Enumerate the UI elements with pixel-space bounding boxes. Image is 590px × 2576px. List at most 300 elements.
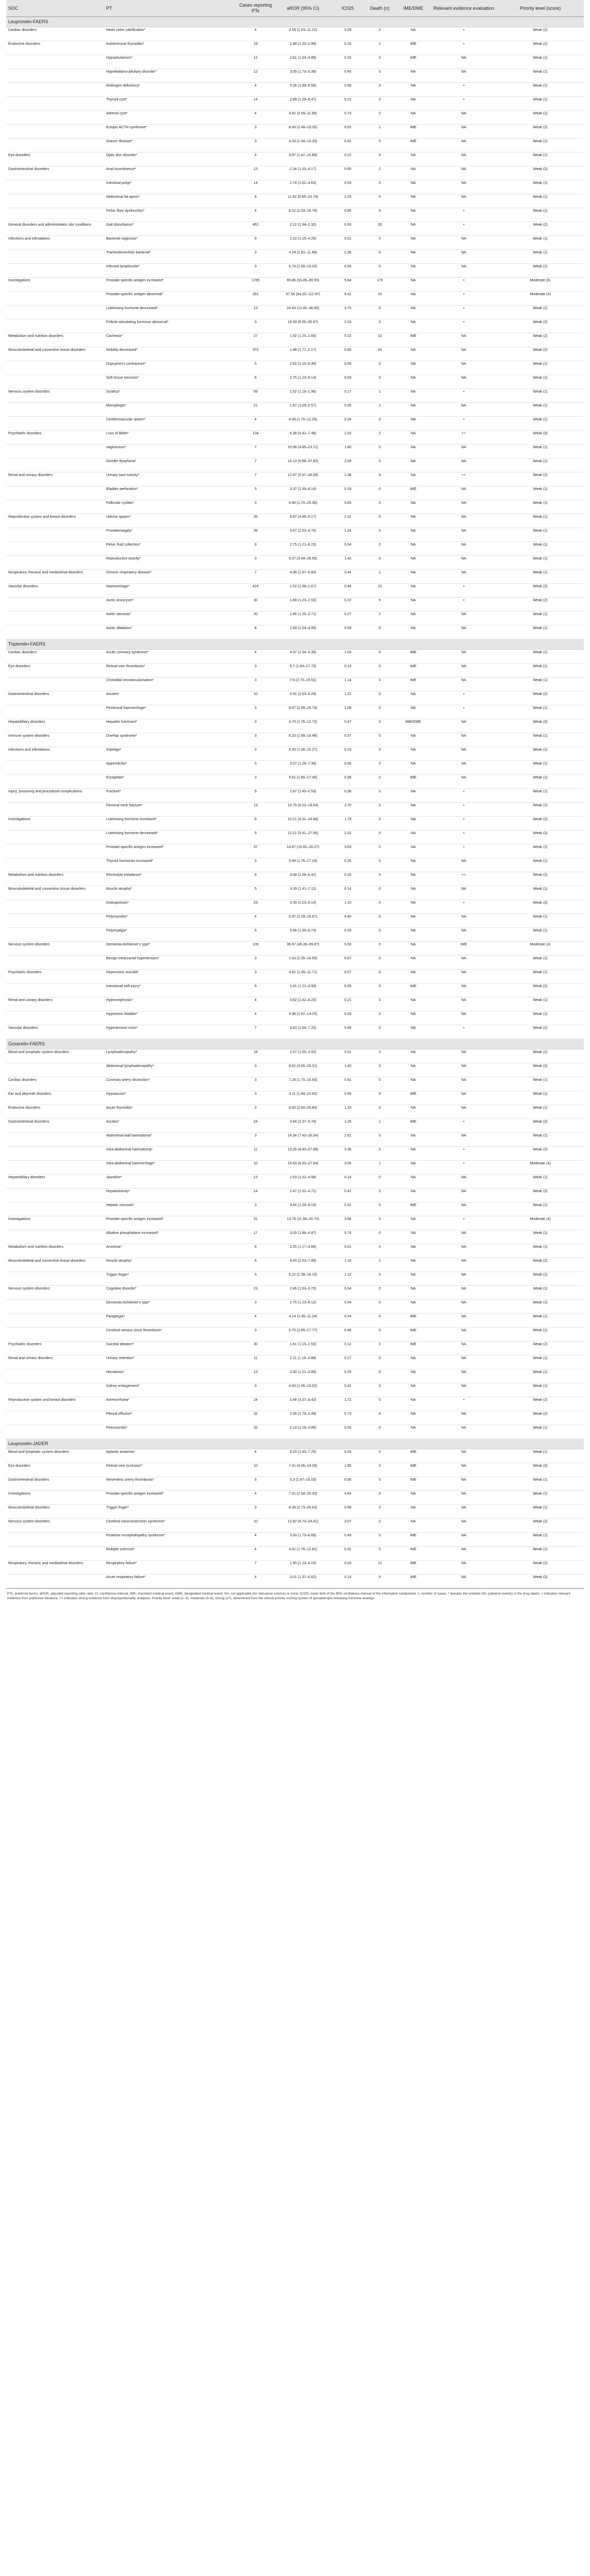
cell-soc	[6, 598, 104, 612]
cell-death: 0	[364, 472, 396, 486]
table-row	[6, 831, 584, 844]
cell-priority: Moderate (4)	[497, 1161, 584, 1175]
cell-death: 0	[364, 1244, 396, 1258]
cell-soc	[6, 55, 104, 69]
table-row	[6, 1411, 584, 1425]
cell-aror: 2.46 (1.63–3.70)	[274, 1286, 332, 1300]
cell-ic025: 1.18	[332, 1258, 364, 1272]
cell-aror: 97.56 (64.20–112.97)	[274, 292, 332, 306]
cell-evidence: NA	[431, 139, 497, 152]
cell-pt: Paraplegia*	[104, 1314, 237, 1328]
cell-soc: Psychiatric disorders	[6, 431, 104, 445]
cell-evidence: NA	[431, 1369, 497, 1383]
cell-cases: 3	[237, 733, 274, 747]
table-row	[6, 1491, 584, 1505]
cell-soc: Blood and lymphatic system disorders	[6, 1449, 104, 1463]
cell-soc: Musculoskeletal and connective tissue disorders	[6, 347, 104, 361]
cell-aror: 2.75 (1.23–6.14)	[274, 375, 332, 389]
cell-pt: Prostate-specific antigen increased*	[104, 1491, 237, 1505]
cell-ime-dme: NA	[396, 900, 431, 914]
cell-aror: 1.98 (1.20–2.95)	[274, 41, 332, 55]
cell-cases: 3	[237, 858, 274, 872]
cell-ime-dme: IME	[396, 1202, 431, 1216]
table-row	[6, 1119, 584, 1133]
cell-soc	[6, 984, 104, 997]
cell-ime-dme: IME	[396, 41, 431, 55]
table-row	[6, 1133, 584, 1147]
cell-death: 0	[364, 1300, 396, 1314]
cell-ic025: 0.16	[332, 41, 364, 55]
cell-priority: Moderate (4)	[497, 292, 584, 306]
cell-cases: 14	[237, 180, 274, 194]
cell-ime-dme: NA	[396, 152, 431, 166]
cell-evidence: NA	[431, 1463, 497, 1477]
cell-cases: 4	[237, 152, 274, 166]
cell-ic025: 3.36	[332, 1147, 364, 1161]
cell-soc	[6, 761, 104, 775]
cell-pt: Chronic respiratory disease*	[104, 570, 237, 584]
cell-cases: 14	[237, 97, 274, 111]
cell-soc	[6, 1300, 104, 1314]
table-row	[6, 194, 584, 208]
table-row	[6, 1300, 584, 1314]
cell-ic025: 3.05	[332, 1161, 364, 1175]
cell-evidence: +	[431, 1161, 497, 1175]
cell-cases: 462	[237, 222, 274, 236]
cell-aror: 4.14 (1.35–11.24)	[274, 1314, 332, 1328]
cell-death: 0	[364, 486, 396, 500]
header-ime-dme: IME/DME	[396, 0, 431, 17]
cell-death: 0	[364, 1286, 396, 1300]
cell-ime-dme: NA	[396, 403, 431, 417]
table-row	[6, 139, 584, 152]
cell-cases: 27	[237, 333, 274, 347]
cell-soc	[6, 486, 104, 500]
cell-ic025: 0.45	[332, 69, 364, 83]
cell-ime-dme: NA	[396, 1286, 431, 1300]
cell-ic025: 2.31	[332, 514, 364, 528]
cell-death: 4	[364, 1411, 396, 1425]
cell-death: 0	[364, 1011, 396, 1025]
cell-priority: Weak (3)	[497, 431, 584, 445]
cell-pt: Aortic dilatation*	[104, 625, 237, 639]
cell-aror: 2.62 (1.10–6.30)	[274, 361, 332, 375]
cell-cases: 7	[237, 459, 274, 472]
cell-death: 0	[364, 747, 396, 761]
cell-cases: 4	[237, 1533, 274, 1547]
table-row	[6, 650, 584, 664]
cell-death: 0	[364, 1091, 396, 1105]
cell-death: 0	[364, 194, 396, 208]
cell-ime-dme: NA	[396, 570, 431, 584]
cell-cases: 10	[237, 1161, 274, 1175]
cell-aror: 12.87 (5.57–30.06)	[274, 472, 332, 486]
cell-evidence: +	[431, 900, 497, 914]
cell-priority: Weak (1)	[497, 445, 584, 459]
table-row	[6, 625, 584, 639]
cell-soc	[6, 858, 104, 872]
table-row	[6, 1105, 584, 1119]
cell-death: 0	[364, 1147, 396, 1161]
table-row	[6, 733, 584, 747]
cell-ime-dme: NA	[396, 1216, 431, 1230]
cell-priority: Moderate (4)	[497, 942, 584, 956]
cell-cases: 5	[237, 831, 274, 844]
cell-ic025: 0.23	[332, 747, 364, 761]
cell-evidence: NA	[431, 556, 497, 570]
cell-ic025: 6.42	[332, 292, 364, 306]
cell-soc	[6, 956, 104, 970]
cell-death: 0	[364, 556, 396, 570]
cell-evidence: +	[431, 319, 497, 333]
cell-aror: 4.26 (1.99–9.56)	[274, 83, 332, 97]
cell-cases: 20	[237, 612, 274, 625]
cell-death: 0	[364, 691, 396, 705]
cell-ic025: 1.26	[332, 1119, 364, 1133]
table-row	[6, 1025, 584, 1039]
cell-pt: Prostatomegaly*	[104, 528, 237, 542]
cell-death: 0	[364, 997, 396, 1011]
cell-ic025: 0.38	[332, 775, 364, 789]
cell-death: 0	[364, 664, 396, 677]
cell-evidence: NA	[431, 1011, 497, 1025]
table-row	[6, 761, 584, 775]
cell-evidence: +	[431, 1025, 497, 1039]
cell-pt: Prostate-specific antigen increased*	[104, 278, 237, 292]
cell-pt: Posterior encephalopathy syndrome*	[104, 1533, 237, 1547]
cell-cases: 37	[237, 844, 274, 858]
table-row	[6, 1383, 584, 1397]
cell-pt: Jaundice*	[104, 1175, 237, 1189]
table-row	[6, 817, 584, 831]
cell-ime-dme: NA	[396, 1230, 431, 1244]
cell-ic025: 1.85	[332, 1463, 364, 1477]
cell-death: 0	[364, 858, 396, 872]
cell-evidence: NA	[431, 1328, 497, 1342]
cell-ic025: 0.17	[332, 1355, 364, 1369]
cell-priority: Weak (2)	[497, 319, 584, 333]
cell-death: 0	[364, 1505, 396, 1519]
cell-aror: 4.43 (2.53–7.85)	[274, 1258, 332, 1272]
cell-evidence: NA	[431, 333, 497, 347]
cell-evidence: NA	[431, 403, 497, 417]
cell-evidence: +	[431, 584, 497, 598]
cell-ic025: 0.44	[332, 570, 364, 584]
cell-ic025: 0.93	[332, 222, 364, 236]
cell-soc: Musculoskeletal disorders	[6, 1505, 104, 1519]
cell-evidence: ++	[431, 431, 497, 445]
table-row	[6, 612, 584, 625]
table-row	[6, 431, 584, 445]
header-death: Death (n)	[364, 0, 396, 17]
cell-priority: Weak (2)	[497, 1049, 584, 1063]
cell-evidence: +	[431, 844, 497, 858]
cell-aror: 6.93 (1.36–15.27)	[274, 747, 332, 761]
cell-death: 0	[364, 900, 396, 914]
cell-pt: Hypopituitarism*	[104, 55, 237, 69]
cell-ic025: 0.48	[332, 1328, 364, 1342]
cell-soc: Cardiac disorders	[6, 27, 104, 41]
cell-soc	[6, 1011, 104, 1025]
cell-ic025: 5.64	[332, 278, 364, 292]
cell-ime-dme: IME	[396, 677, 431, 691]
cell-aror: 3.64 (2.37–5.74)	[274, 1119, 332, 1133]
cell-priority: Weak (2)	[497, 27, 584, 41]
cell-priority: Weak (1)	[497, 1300, 584, 1314]
cell-aror: 8.62 (3.00–20.31)	[274, 1063, 332, 1077]
cell-ime-dme: NA	[396, 1175, 431, 1189]
cell-evidence: NA	[431, 1342, 497, 1355]
cell-ime-dme: NA	[396, 278, 431, 292]
cell-soc	[6, 914, 104, 928]
cell-soc: Nervous system disorders	[6, 389, 104, 403]
cell-priority: Weak (2)	[497, 1397, 584, 1411]
cell-cases: 4	[237, 1547, 274, 1561]
cell-aror: 2.12 (1.94–2.32)	[274, 222, 332, 236]
cell-pt: Loss of libido*	[104, 431, 237, 445]
cell-priority: Weak (2)	[497, 598, 584, 612]
cell-ime-dme: NA	[396, 1011, 431, 1025]
cell-pt: Dementia Alzheimer's type*	[104, 942, 237, 956]
cell-cases: 5	[237, 761, 274, 775]
cell-pt: Pelvic floor dysfunction*	[104, 208, 237, 222]
table-row	[6, 1342, 584, 1355]
cell-pt: Anal incontinence*	[104, 166, 237, 180]
table-row	[6, 389, 584, 403]
cell-ime-dme: NA	[396, 584, 431, 598]
header-pt: PT	[104, 0, 237, 17]
cell-ic025: 0.17	[332, 389, 364, 403]
cell-pt: Ascites*	[104, 691, 237, 705]
cell-ime-dme: NA	[396, 612, 431, 625]
table-row	[6, 152, 584, 166]
cell-cases: 21	[237, 403, 274, 417]
cell-aror: 7.81 (2.54–20.33)	[274, 1491, 332, 1505]
cell-aror: 6.93 (2.48–19.35)	[274, 125, 332, 139]
cell-ime-dme: NA	[396, 928, 431, 942]
cell-aror: 5.48 (3.37–8.42)	[274, 1397, 332, 1411]
cell-priority: Weak (2)	[497, 900, 584, 914]
cell-soc: Respiratory, thoracic and mediastinal disorders	[6, 570, 104, 584]
cell-ic025: 0.68	[332, 83, 364, 97]
cell-priority: Weak (1)	[497, 747, 584, 761]
cell-priority: Weak (2)	[497, 817, 584, 831]
table-row	[6, 1286, 584, 1300]
cell-ic025: 3.07	[332, 1519, 364, 1533]
cell-death: 0	[364, 914, 396, 928]
cell-ic025: 0.65	[332, 500, 364, 514]
cell-ic025: 0.19	[332, 486, 364, 500]
cell-priority: Weak (1)	[497, 542, 584, 556]
cell-death: 1	[364, 125, 396, 139]
cell-soc	[6, 69, 104, 83]
cell-aror: 10.75 (6.23–18.54)	[274, 803, 332, 817]
cell-pt: Tracheobronchitis bacterial*	[104, 250, 237, 264]
cell-evidence: NA	[431, 775, 497, 789]
cell-priority: Weak (1)	[497, 914, 584, 928]
cell-death: 1	[364, 389, 396, 403]
cell-pt: Pneumonitis*	[104, 1425, 237, 1439]
header-evidence: Relevant evidence evaluation	[431, 0, 497, 17]
cell-cases: 23	[237, 900, 274, 914]
cell-evidence: NA	[431, 1105, 497, 1119]
cell-death: 0	[364, 97, 396, 111]
cell-ic025: 2.61	[332, 1133, 364, 1147]
cell-death: 5	[364, 1574, 396, 1588]
cell-death: 0	[364, 69, 396, 83]
cell-soc: Hepatobiliary disorders	[6, 719, 104, 733]
cell-aror: 5.23 (1.45–7.25)	[274, 1449, 332, 1463]
cell-pt: Luteinising hormone increased*	[104, 817, 237, 831]
table-row	[6, 1314, 584, 1328]
cell-ic025: 0.33	[332, 55, 364, 69]
cell-cases: 14	[237, 1189, 274, 1202]
cell-aror: 5.61 (1.80–17.45)	[274, 775, 332, 789]
cell-evidence: NA	[431, 1175, 497, 1189]
cell-priority: Weak (2)	[497, 1147, 584, 1161]
cell-soc	[6, 125, 104, 139]
group-title: Leuprorelin-FAERS	[6, 17, 584, 27]
cell-death: 0	[364, 111, 396, 125]
cell-evidence: NA	[431, 1574, 497, 1588]
cell-death: 0	[364, 650, 396, 664]
cell-ime-dme: IME	[396, 1342, 431, 1355]
cell-ic025: 0.44	[332, 584, 364, 598]
cell-aror: 8.39 (2.73–25.63)	[274, 1505, 332, 1519]
cell-aror: 3.94 (1.30–6.74)	[274, 928, 332, 942]
cell-pt: Intra-abdominal haematoma*	[104, 1147, 237, 1161]
cell-evidence: NA	[431, 1561, 497, 1574]
cell-cases: 5	[237, 361, 274, 375]
cell-soc	[6, 1411, 104, 1425]
cell-priority: Weak (1)	[497, 403, 584, 417]
cell-pt: Thyroid cyst*	[104, 97, 237, 111]
cell-priority: Weak (1)	[497, 1314, 584, 1328]
table-row	[6, 1425, 584, 1439]
cell-soc	[6, 292, 104, 306]
cell-evidence: +	[431, 97, 497, 111]
cell-soc: Hepatobiliary disorders	[6, 1175, 104, 1189]
cell-aror: 2.75 (1.21–6.23)	[274, 542, 332, 556]
cell-aror: 4.23 (1.34–13.33)	[274, 139, 332, 152]
cell-priority: Weak (2)	[497, 1189, 584, 1202]
cell-evidence: +	[431, 306, 497, 319]
cell-evidence: +	[431, 278, 497, 292]
cell-pt: Graves disease*	[104, 139, 237, 152]
cell-aror: 4.81 (1.76–12.81)	[274, 1547, 332, 1561]
table-row	[6, 984, 584, 997]
cell-pt: Muscle atrophy*	[104, 1258, 237, 1272]
cell-priority: Weak (2)	[497, 844, 584, 858]
cell-cases: 4	[237, 914, 274, 928]
cell-ic025: 0.29	[332, 1369, 364, 1383]
cell-ic025: 2.32	[332, 831, 364, 844]
cell-pt: Bladder perforation*	[104, 486, 237, 500]
table-row	[6, 914, 584, 928]
cell-aror: 8.12 (2.33–16.78)	[274, 208, 332, 222]
cell-soc: Endocrine disorders	[6, 1105, 104, 1119]
cell-priority: Weak (1)	[497, 69, 584, 83]
cell-ime-dme: NA	[396, 1369, 431, 1383]
cell-soc: Endocrine disorders	[6, 41, 104, 55]
cell-ime-dme: NA	[396, 1258, 431, 1272]
cell-pt: Hydronephrosis*	[104, 997, 237, 1011]
cell-aror: 3.87 (1.47–10.89)	[274, 152, 332, 166]
cell-ime-dme: NA	[396, 347, 431, 361]
cell-ic025: 0.24	[332, 1449, 364, 1463]
cell-pt: Suicidal ideation*	[104, 1342, 237, 1355]
cell-cases: 30	[237, 1342, 274, 1355]
cell-ime-dme: NA	[396, 970, 431, 984]
cell-aror: 8.67 (2.58–29.74)	[274, 705, 332, 719]
table-row	[6, 445, 584, 459]
cell-ic025: 2.03	[332, 319, 364, 333]
cell-priority: Weak (1)	[497, 789, 584, 803]
cell-pt: Femoral neck fracture*	[104, 803, 237, 817]
cell-cases: 3	[237, 664, 274, 677]
cell-evidence: NA	[431, 1286, 497, 1300]
cell-pt: Urinary retention*	[104, 1355, 237, 1369]
group-title: Triptorelin-FAERS	[6, 639, 584, 650]
cell-ic025: 0.03	[332, 1561, 364, 1574]
table-row	[6, 27, 584, 41]
cell-ic025: 0.05	[332, 403, 364, 417]
cell-ic025: 0.38	[332, 789, 364, 803]
cell-pt: Hypertensive crisis*	[104, 1025, 237, 1039]
cell-evidence: +	[431, 1147, 497, 1161]
cell-soc	[6, 1063, 104, 1077]
cell-pt: Benign intracranial hypertension*	[104, 956, 237, 970]
cell-ime-dme: IME	[396, 139, 431, 152]
cell-cases: 4	[237, 1574, 274, 1588]
cell-aror: 1.98 (1.77–2.17)	[274, 347, 332, 361]
cell-ime-dme: NA	[396, 997, 431, 1011]
cell-ime-dme: NA	[396, 472, 431, 486]
cell-cases: 4	[237, 83, 274, 97]
cell-pt: Bacterial vaginosis*	[104, 236, 237, 250]
cell-cases: 12	[237, 55, 274, 69]
cell-pt: Ascites*	[104, 1119, 237, 1133]
cell-evidence: NA	[431, 719, 497, 733]
cell-death: 0	[364, 236, 396, 250]
table-row	[6, 1147, 584, 1161]
cell-death: 13	[364, 333, 396, 347]
cell-evidence: NA	[431, 1519, 497, 1533]
cell-soc	[6, 1272, 104, 1286]
cell-pt: Intra-abdominal haemorrhage*	[104, 1161, 237, 1175]
cell-ime-dme: NA	[396, 705, 431, 719]
cell-evidence: NA	[431, 486, 497, 500]
cell-death: 0	[364, 83, 396, 97]
cell-death: 0	[364, 844, 396, 858]
cell-aror: 11.82 (5.65–24.74)	[274, 194, 332, 208]
cell-ime-dme: IME	[396, 1463, 431, 1477]
cell-priority: Weak (1)	[497, 361, 584, 375]
cell-cases: 31	[237, 1216, 274, 1230]
cell-soc: Investigations	[6, 1491, 104, 1505]
cell-soc	[6, 83, 104, 97]
cell-priority: Weak (2)	[497, 1463, 584, 1477]
cell-soc	[6, 1189, 104, 1202]
cell-ime-dme: IME	[396, 1477, 431, 1491]
cell-aror: 5.97 (2.28–15.67)	[274, 914, 332, 928]
cell-priority: Weak (1)	[497, 1063, 584, 1077]
cell-evidence: +	[431, 789, 497, 803]
cell-ic025: 0.29	[332, 27, 364, 41]
cell-aror: 10.56 (4.85–23.21)	[274, 445, 332, 459]
cell-ic025: 0.34	[332, 417, 364, 431]
cell-priority: Weak (1)	[497, 111, 584, 125]
